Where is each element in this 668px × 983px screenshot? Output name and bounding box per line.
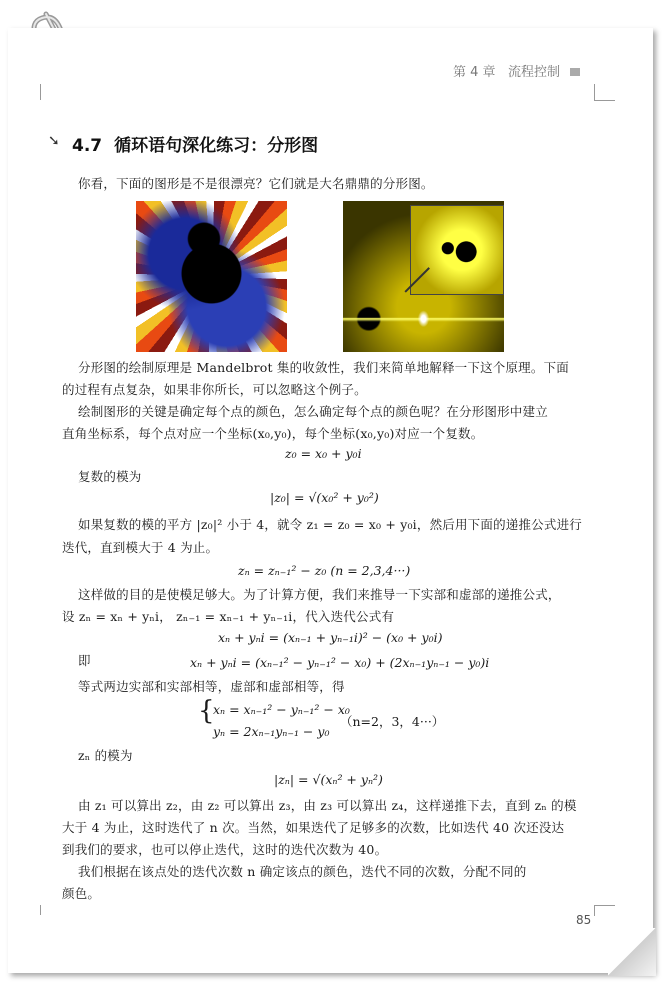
page-curl [608, 928, 656, 976]
equation-expanded: xₙ + yₙi = (xₙ₋₁ + yₙ₋₁i)² − (x₀ + y₀i) [218, 630, 443, 645]
crop-mark [594, 905, 615, 916]
section-number: 4.7 [72, 136, 103, 156]
equation-xn: xₙ = xₙ₋₁² − yₙ₋₁² − x₀ [213, 702, 350, 717]
section-title [72, 131, 318, 156]
ji-label: 即 [78, 653, 91, 668]
para7-line2: 颜色。 [62, 886, 101, 901]
para6-line2: 大于 4 为止，这时迭代了 n 次。当然，如果迭代了足够多的次数，比如迭代 40 次还没达 [62, 820, 565, 835]
section-arrow-icon: ➘ [48, 133, 60, 149]
equation-modulus-z0: |z₀| = √(x₀² + y₀²) [270, 490, 379, 505]
zoom-inset [410, 205, 504, 295]
crop-mark [40, 905, 48, 915]
para6-line3: 到我们的要求，也可以停止迭代，这时的迭代次数为 40。 [62, 842, 388, 857]
crop-mark [594, 84, 615, 101]
yellow-fractal-image [343, 201, 504, 352]
para3-line1: 如果复数的模的平方 |z₀|² 小于 4，就令 z₁ = z₀ = x₀ + y₀i，然后用下面的递推公式进行 [78, 517, 582, 532]
para3-line2: 迭代，直到模大于 4 为止。 [62, 540, 219, 555]
para4-line1: 这样做的目的是使模足够大。为了计算方便，我们来推导一下实部和虚部的递推公式， [78, 587, 561, 602]
page-number: 85 [576, 913, 592, 927]
zn-modulus-label: zₙ 的模为 [78, 748, 133, 763]
para1-line2: 的过程有点复杂，如果非你所长，可以忽略这个例子。 [62, 382, 367, 397]
para1-line1: 分形图的绘制原理是 Mandelbrot 集的收敛性，我们来简单地解释一下这个原理。下面 [78, 360, 569, 375]
para6-line1: 由 z₁ 可以算出 z₂，由 z₂ 可以算出 z₃，由 z₃ 可以算出 z₄，这样递推下去，直到 zₙ 的模 [78, 798, 577, 813]
para5: 等式两边实部和实部相等，虚部和虚部相等，得 [78, 679, 345, 694]
equation-real-imag: xₙ + yₙi = (xₙ₋₁² − yₙ₋₁² − x₀) + (2xₙ₋₁yₙ₋₁ − y₀)i [190, 655, 490, 670]
brace-icon: { [198, 696, 215, 726]
running-header [453, 61, 580, 80]
modulus-label: 复数的模为 [78, 469, 142, 484]
para4-line2: 设 zₙ = xₙ + yₙi， zₙ₋₁ = xₙ₋₁ + yₙ₋₁i，代入迭代公式有 [62, 609, 395, 624]
crop-mark [40, 84, 48, 100]
chapter-number: 第 4 章 [453, 65, 496, 80]
mandelbrot-fractal-image [136, 201, 287, 352]
chapter-title: 流程控制 [507, 65, 560, 80]
para2-line1: 绘制图形的关键是确定每个点的颜色，怎么确定每个点的颜色呢？在分形图形中建立 [78, 404, 548, 419]
para2-line2: 直角坐标系，每个点对应一个坐标(x₀,y₀)，每个坐标(x₀,y₀)对应一个复数。 [62, 426, 484, 441]
equation-z0: z₀ = x₀ + y₀i [285, 446, 362, 461]
equation-yn: yₙ = 2xₙ₋₁yₙ₋₁ − y₀ [213, 724, 330, 739]
header-marker [570, 68, 580, 76]
para7-line1: 我们根据在该点处的迭代次数 n 确定该点的颜色，迭代不同的次数，分配不同的 [78, 864, 527, 879]
equation-recurrence: zₙ = zₙ₋₁² − z₀ (n = 2,3,4···) [238, 563, 411, 578]
equation-modulus-zn: |zₙ| = √(xₙ² + yₙ²) [274, 772, 383, 787]
equation-condition: （n=2，3，4···） [340, 714, 445, 729]
intro-text: 你看，下面的图形是不是很漂亮？它们就是大名鼎鼎的分形图。 [78, 176, 434, 191]
section-heading: 循环语句深化练习：分形图 [114, 136, 319, 156]
